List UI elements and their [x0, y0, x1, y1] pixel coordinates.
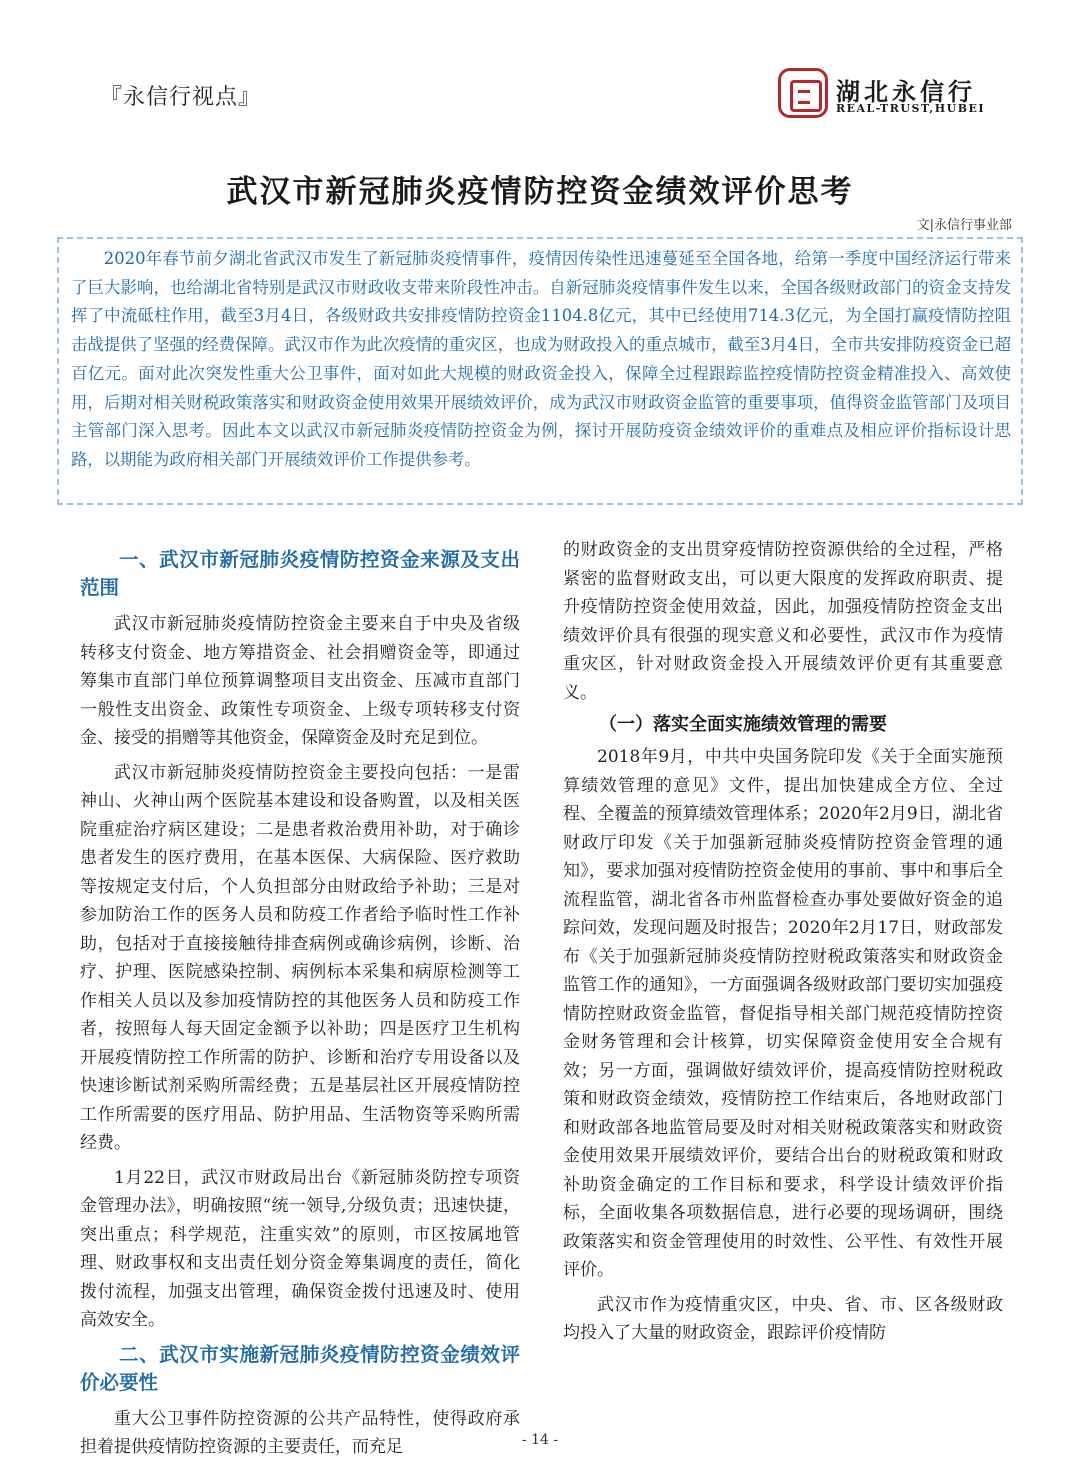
paragraph-continued: 的财政资金的支出贯穿疫情防控资源供给的全过程，严格紧密的监督财政支出，可以更大限度的发挥政府职责、提升疫情防控资金使用效益，因此，加强疫情防控资金支出绩效评价具有很强的现实意义和必要性，武汉市作为疫情重灾区，针对财政资金投入开展绩效评价更有其重要意义。 — [563, 540, 1003, 703]
right-column — [563, 536, 1003, 1348]
section-heading-1: 一、武汉市新冠肺炎疫情防控资金来源及支出范围 — [80, 548, 520, 599]
paragraph: 武汉市作为疫情重灾区，中央、省、市、区各级财政均投入了大量的财政资金，跟踪评价疫情防 — [563, 1294, 1003, 1343]
seal-icon — [778, 68, 828, 118]
subsection-heading: （一）落实全面实施绩效管理的需要 — [599, 714, 887, 735]
paragraph: 武汉市新冠肺炎疫情防控资金主要来自于中央及省级转移支付资金、地方筹措资金、社会捐赠资金等，即通过筹集市直部门单位预算调整项目支出资金、压减市直部门一般性支出资金、政策性专项资金、上级专项转移支付资金、接受的捐赠等其他资金，保障资金及时充足到位。 — [80, 614, 520, 748]
abstract-box — [57, 237, 1023, 505]
company-logo — [778, 68, 1008, 124]
left-column — [80, 540, 520, 1462]
paragraph: 1月22日，武汉市财政局出台《新冠肺炎防控专项资金管理办法》，明确按照“统一领导,分级负责；迅速快捷，突出重点；科学规范，注重实效”的原则，市区按属地管理、财政事权和支出责任划分资金筹集调度的责任，简化拨付流程，加强支出管理，确保资金拨付迅速及时、使用高效安全。 — [80, 1167, 520, 1330]
section-tag: 『永信行视点』 — [100, 85, 262, 110]
paragraph: 武汉市新冠肺炎疫情防控资金主要投向包括：一是雷神山、火神山两个医院基本建设和设备购置，以及相关医院重症治疗病区建设；二是患者救治费用补助，对于确诊患者发生的医疗费用，在基本医保、大病保险、医疗救助等按规定支付后，个人负担部分由财政给予补助；三是对参加防治工作的医务人员和防疫工作者给予临时性工作补助，包括对于直接接触待排查病例或确诊病例，诊断、治疗、护理、医院感染控制、病例标本采集和病原检测等工作相关人员以及参加疫情防控的其他医务人员和防疫工作者，按照每人每天固定金额予以补助；四是医疗卫生机构开展疫情防控工作所需的防护、诊断和治疗专用设备以及快速诊断试剂采购所需经费；五是基层社区开展疫情防控工作所需要的医疗用品、防护用品、生活物资等采购所需经费。 — [80, 762, 520, 1153]
logo-chinese-name: 湖北永信行 — [836, 78, 976, 106]
section-heading-2: 二、武汉市实施新冠肺炎疫情防控资金绩效评价必要性 — [80, 1342, 520, 1394]
paragraph: 2018年9月，中共中央国务院印发《关于全面实施预算绩效管理的意见》文件，提出加快建成全方位、全过程、全覆盖的预算绩效管理体系；2020年2月9日，湖北省财政厅印发《关于加强新冠肺炎疫情防控资金管理的通知》，要求加强对疫情防控资金使用的事前、事中和事后全流程监管，湖北省各市州监督检查办事处要做好资金的追踪问效，发现问题及时报告；2020年2月17日，财政部发布《关于加强新冠肺炎疫情防控财税政策落实和财政资金监管工作的通知》，一方面强调各级财政部门要切实加强疫情防控财政资金监管，督促指导相关部门规范疫情防控资金财务管理和会计核算，切实保障资金使用安全合规有效；另一方面，强调做好绩效评价，提高疫情防控财税政策和财政资金绩效，疫情防控工作结束后，各地财政部门和财政部各地监管局要及时对相关财税政策落实和财政资金使用效果开展绩效评价，要结合出台的财税政策和财政补助资金确定的工作目标和要求，科学设计绩效评价指标，全面收集各项数据信息，进行必要的现场调研，围绕政策落实和资金管理使用的时效性、公平性、有效性开展评价。 — [563, 747, 1003, 1280]
logo-english-name: REAL-TRUST,HUBEI — [836, 102, 986, 115]
paragraph: 重大公卫事件防控资源的公共产品特性，使得政府承担着提供疫情防控资源的主要责任，而充足 — [80, 1408, 520, 1457]
page-number: - 14 - — [521, 1432, 559, 1448]
article-byline: 文|永信行事业部 — [916, 218, 1012, 233]
abstract-text: 2020年春节前夕湖北省武汉市发生了新冠肺炎疫情事件，疫情因传染性迅速蔓延至全国各地，给第一季度中国经济运行带来了巨大影响，也给湖北省特别是武汉市财政收支带来阶段性冲击。自新冠肺炎疫情事件发生以来，全国各级财政部门的资金支持发挥了中流砥柱作用，截至3月4日，各级财政共安排疫情防控资金1104.8亿元，其中已经使用714.3亿元，为全国打赢疫情防控阻击战提供了坚强的经费保障。武汉市作为此次疫情的重灾区，也成为财政投入的重点城市，截至3月4日，全市共安排防疫资金已超百亿元。面对此次突发性重大公卫事件，面对如此大规模的财政资金投入，保障全过程跟踪监控疫情防控资金精准投入、高效使用，后期对相关财税政策落实和财政资金使用效果开展绩效评价，成为武汉市财政资金监管的重要事项，值得资金监管部门及项目主管部门深入思考。因此本文以武汉市新冠肺炎疫情防控资金为例，探讨开展防疫资金绩效评价的重难点及相应评价指标设计思路，以期能为政府相关部门开展绩效评价工作提供参考。 — [71, 249, 1011, 469]
article-title: 武汉市新冠肺炎疫情防控资金绩效评价思考 — [226, 174, 854, 210]
